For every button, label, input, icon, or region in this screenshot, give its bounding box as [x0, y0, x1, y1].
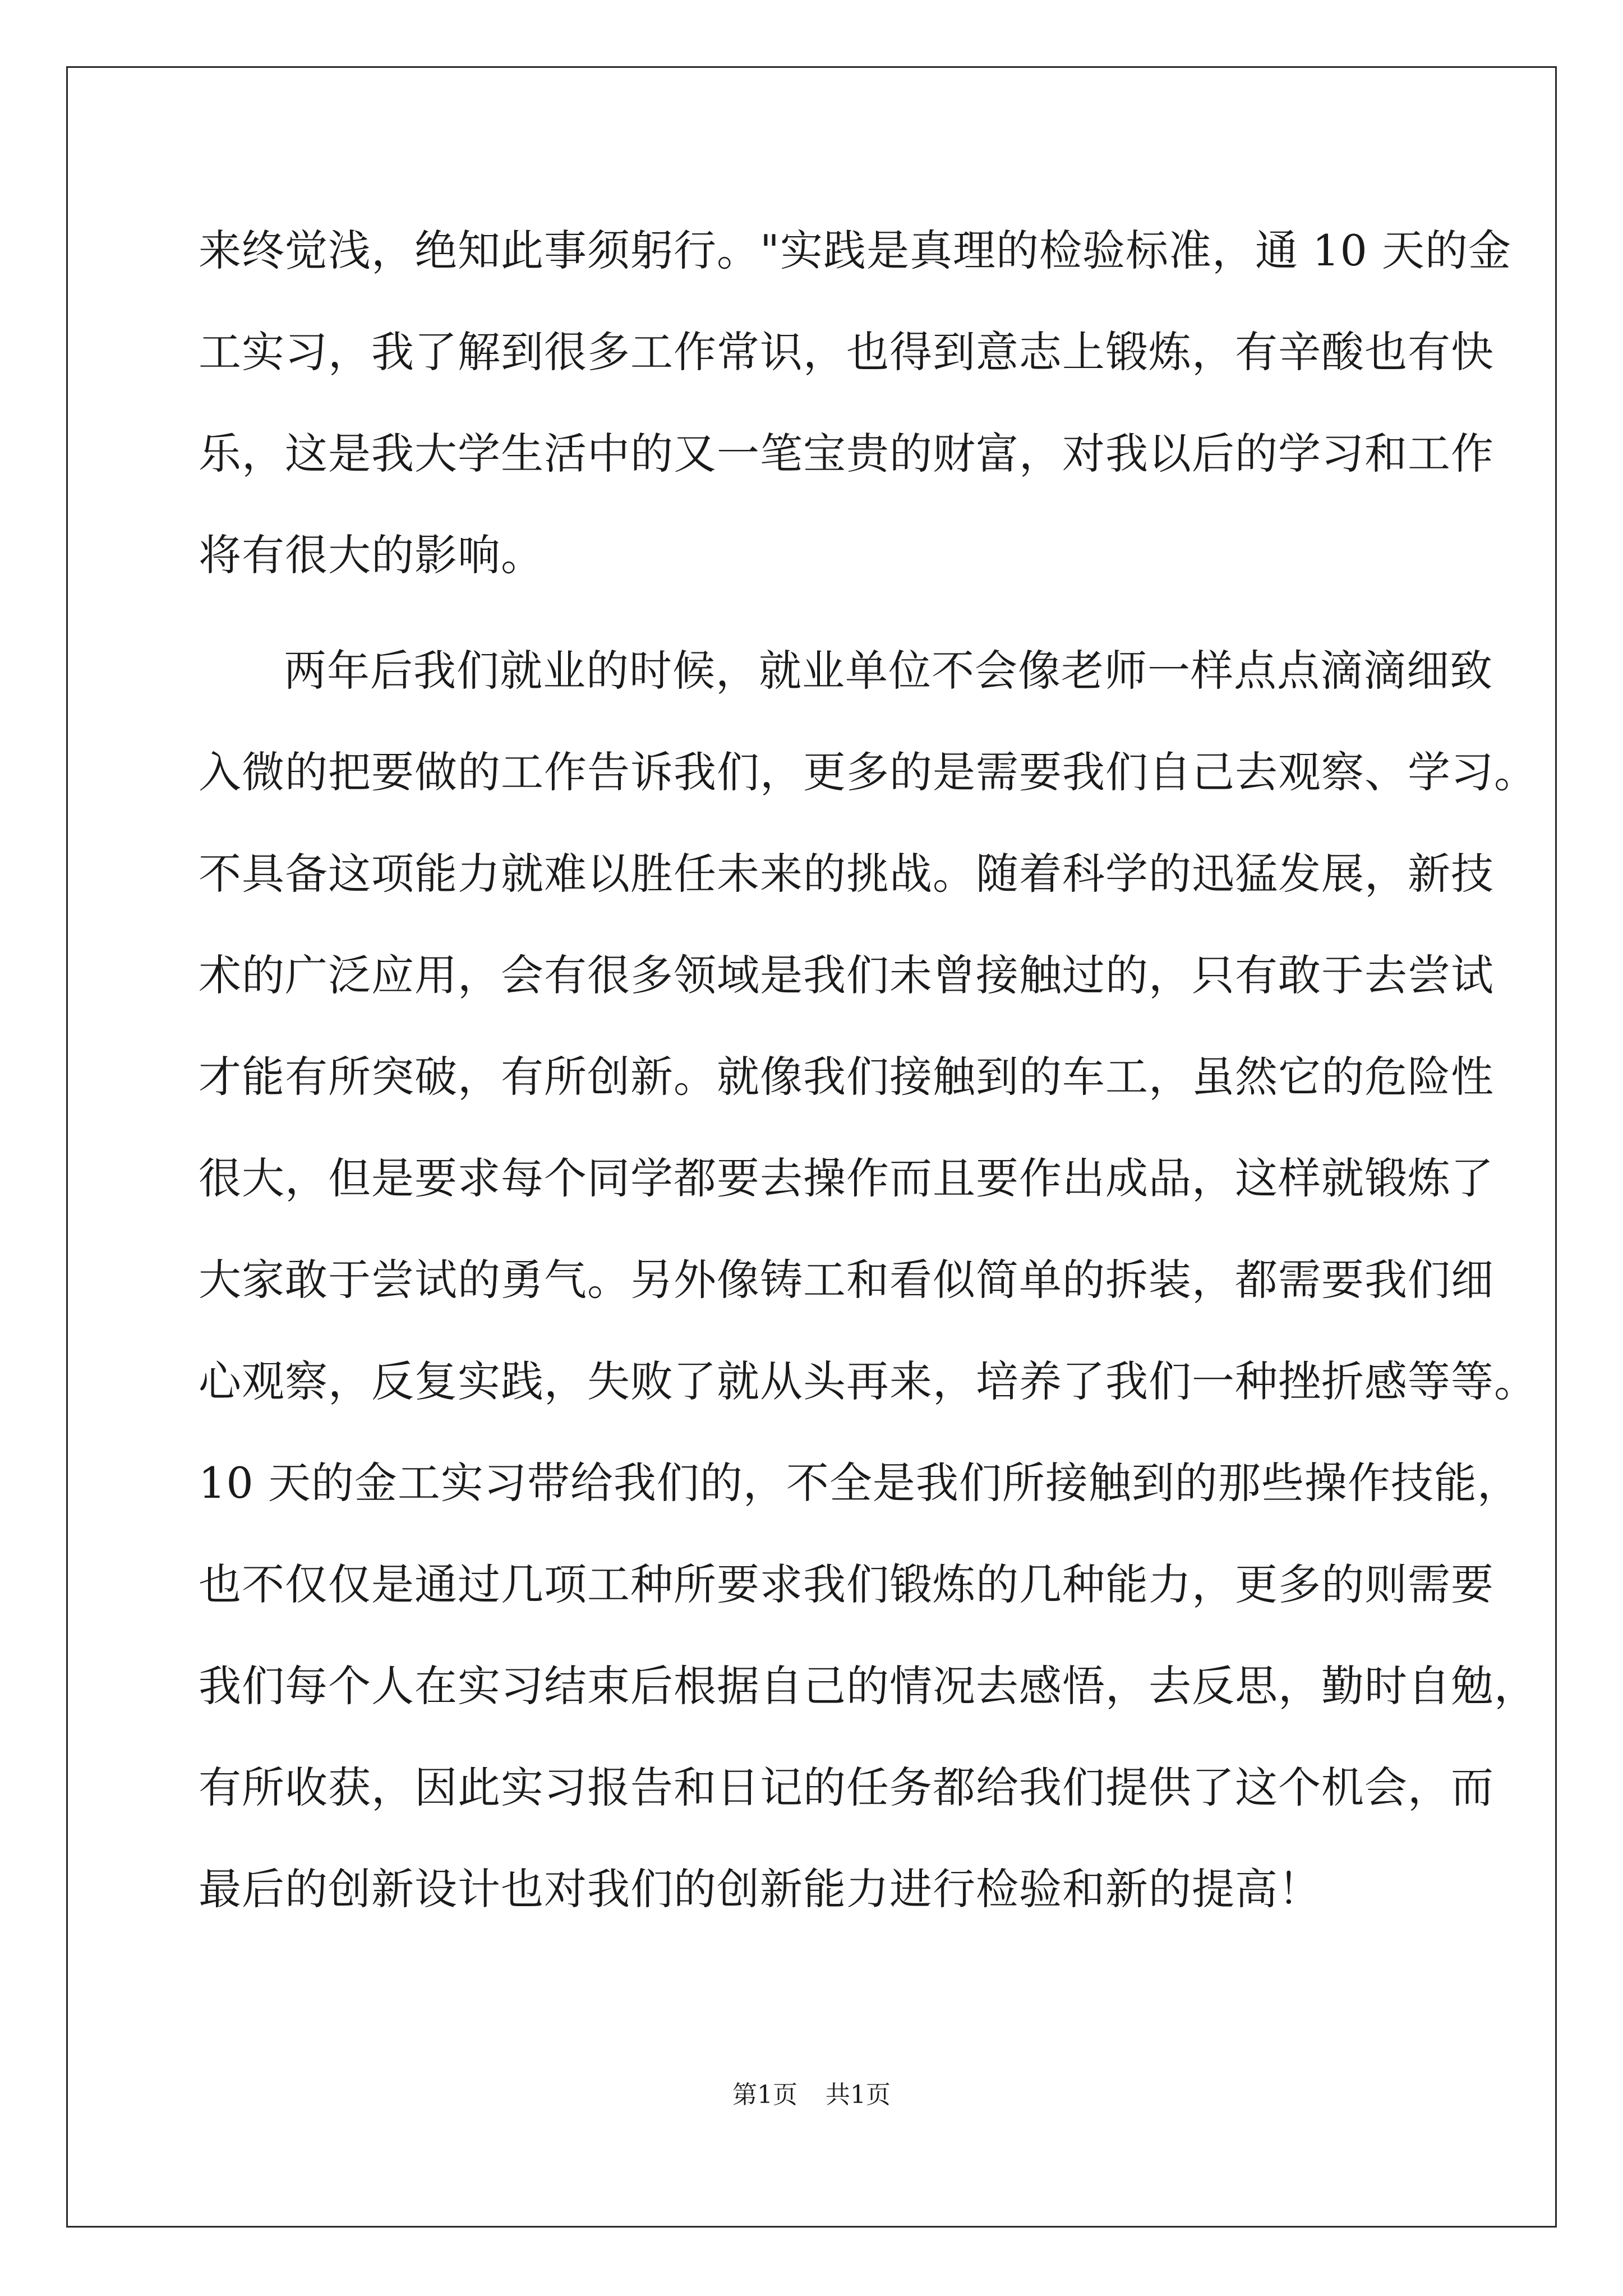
paragraph-line: 入微的把要做的工作告诉我们，更多的是需要我们自己去观察、学习。	[199, 747, 1537, 797]
paragraph-line: 也不仅仅是通过几项工种所要求我们锻炼的几种能力，更多的则需要	[199, 1559, 1494, 1609]
paragraph-line: 大家敢于尝试的勇气。另外像铸工和看似简单的拆装，都需要我们细	[199, 1255, 1494, 1305]
paragraph-line: 我们每个人在实习结束后根据自己的情况去感悟，去反思，勤时自勉，	[199, 1661, 1537, 1711]
paragraph-line: 心观察，反复实践，失败了就从头再来，培养了我们一种挫折感等等。	[199, 1356, 1537, 1406]
paragraph-line: 最后的创新设计也对我们的创新能力进行检验和新的提高！	[199, 1864, 1321, 1914]
paragraph-line: 乐，这是我大学生活中的又一笔宝贵的财富，对我以后的学习和工作	[199, 429, 1494, 478]
paragraph-line: 才能有所突破，有所创新。就像我们接触到的车工，虽然它的危险性	[199, 1052, 1494, 1102]
paragraph-2	[199, 629, 1537, 1949]
paragraph-line: 工实习，我了解到很多工作常识，也得到意志上锻炼，有辛酸也有快	[199, 327, 1494, 377]
paragraph-line: 术的广泛应用，会有很多领域是我们未曾接触过的，只有敢于去尝试	[199, 950, 1494, 1000]
page-number: 第1页	[732, 2081, 797, 2109]
paragraph-line: 10 天的金工实习带给我们的，不全是我们所接触到的那些操作技能，	[199, 1458, 1520, 1508]
paragraph-line: 两年后我们就业的时候，就业单位不会像老师一样点点滴滴细致	[284, 646, 1493, 696]
paragraph-line: 有所收获，因此实习报告和日记的任务都给我们提供了这个机会，而	[199, 1763, 1494, 1812]
page-footer	[0, 2078, 1623, 2112]
paragraph-line: 将有很大的影响。	[199, 530, 544, 580]
paragraph-line: 来终觉浅，绝知此事须躬行。"实践是真理的检验标准，通 10 天的金	[199, 226, 1511, 275]
paragraph-line: 很大，但是要求每个同学都要去操作而且要作出成品，这样就锻炼了	[199, 1153, 1494, 1203]
document-body	[199, 209, 1537, 1949]
paragraph-line: 不具备这项能力就难以胜任未来的挑战。随着科学的迅猛发展，新技	[199, 849, 1494, 899]
page-total: 共1页	[826, 2081, 891, 2109]
paragraph-1	[199, 209, 1511, 629]
